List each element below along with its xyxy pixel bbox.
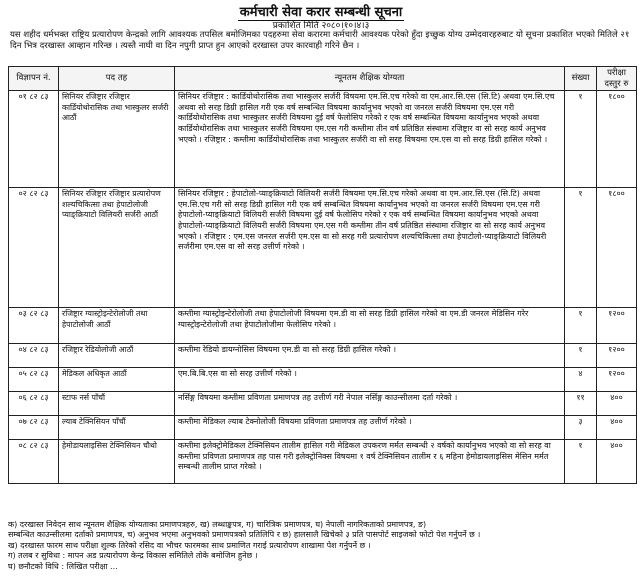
post-count: १ <box>565 440 597 484</box>
ad-number: ०८ ८२ ८३ <box>9 440 59 484</box>
qualification: नर्सिङ्ग विषयमा कम्तीमा प्रविणता प्रमाणपत्र तह उत्तीर्ण गरी नेपाल नर्सिङ्ग काउन्सीलमा दर्ता गरेको । <box>175 392 565 416</box>
qualification: सिनियर रजिष्ट्रार : हेपाटोलो-प्याङ्क्रियाटो विलियरी सर्जरी विषयमा एम.सि.एच गरेको अथवा वा एम.आर.सि.एस (सि.टि) अथवा एम.सि.एच गरी सो सरह डिग्री हासिल गरी एक वर्ष सम्बन्धित विषयमा कार्यानुभव भएको वा जनरल सर्जरी विषयमा एम.एस गरी हेपाटोलो-प्याङ्क्रियाटो विलियरी सर्जरी विषयमा दुई वर्ष फेलोसिप गरेको र एक वर्ष सम्बन्धित विषयमा कार्यानुभव भएको अथवा हेपाटोलो-प्याङ्क्रियाटो विलियरी सर्जरी विषयमा एम.एस गरी कम्तीमा तीन वर्ष प्रतिष्ठित संस्थामा रजिष्ट्रार वा सो सरह कार्य अनुभव भएको । रजिष्ट्रार : एम.एस जनरल सर्जरी एम.एस वा सो सरह गरी प्रत्यारोपण शल्यचिकित्सा तथा हेपाटोलो-प्याङ्क्रियाटो विलियरी सर्जरीमा एम.एस वा सो सरह उत्तीर्ण गरेको । <box>175 188 565 308</box>
notice-title: कर्मचारी सेवा करार सम्बन्धी सूचना <box>239 5 403 20</box>
qualification: सिनियर रजिष्ट्रार : कार्डियोथोरासिक तथा भास्कुलर सर्जरी विषयमा एम.सि.एच गरेको वा एम.आर.सि.एस (सि.टि) अथवा एम.सि.एच अथवा सो सरह डिग्री हासिल गरी एक वर्ष सम्बन्धित विषयमा कार्यानुभव भएको वा जनरल सर्जरी विषयमा एम.एस गरी कार्डियोथोरासिक तथा भास्कुलर सर्जरी विषयमा दुई वर्ष फेलोसिप गरेको र एक वर्ष सम्बन्धित विषयमा कार्यानुभव भएको अथवा कार्डियोथोरासिक तथा भास्कुलर सर्जरी विषयमा एम.एस गरी कम्तीमा तीन वर्ष प्रतिष्ठित संस्थामा रजिष्ट्रार वा सो सरह कार्य अनुभव भएको । रजिष्ट्रार : कम्तीमा कार्डियोथोरासिक तथा भास्कुलर सर्जरी वा सो सरह विषयमा एम.एस वा सो सरह डिग्री हासिल गरेको । <box>175 91 565 188</box>
exam-fee: १२०० <box>597 368 637 392</box>
table-header-row <box>9 67 637 91</box>
ad-number: ०५ ८२ ८३ <box>9 368 59 392</box>
header-post: पद तह <box>59 67 175 91</box>
post-name: रजिष्ट्रार रेडियोलोजी आठौं <box>59 344 175 368</box>
published-date: प्रकाशित मिति २०८०।१०।४।३ <box>272 21 370 31</box>
table-row <box>9 368 637 392</box>
post-count: ४ <box>565 368 597 392</box>
table-row <box>9 308 637 344</box>
qualification: कम्तीमा इलेक्ट्रोमेडिकल टेक्निसियन तालीम हासिल गरी मेडिकल उपकरण मर्मत सम्बन्धी २ वर्षको कार्यानुभव भएको वा सो सरह वा कम्तीमा प्रविणता प्रमाणपत्र तह पास गरी इलेक्ट्रोनिक्स विषयमा १ वर्ष टेक्निसियन तालीम र ६ महिना हेमोडायलाइसिस मेसिन मर्मत सम्बन्धी तालीम प्राप्त गरेको । <box>175 440 565 484</box>
header-count: संख्या <box>565 67 597 91</box>
post-name: सिनियर रजिष्ट्रार रजिष्ट्रार कार्डियोथोरासिक तथा भास्कुलर सर्जरी आठौं <box>59 91 175 188</box>
exam-fee: ४०० <box>597 392 637 416</box>
post-name: स्टाफ नर्स पाँचौं <box>59 392 175 416</box>
exam-fee: ४०० <box>597 440 637 484</box>
post-name: सिनियर रजिष्ट्रार रजिष्ट्रार प्रत्यारोपण शल्यचिकित्सा तथा हेपाटोलोजी प्याङ्क्रियाटो विलियरी सर्जरी आठौं <box>59 188 175 308</box>
ad-number: ०४ ८२ ८३ <box>9 344 59 368</box>
qualification: कम्तीमा रेडियो डायग्नोसिस विषयमा एम.डी वा सो सरह डिग्री हासिल गरेको । <box>175 344 565 368</box>
post-name: ल्याब टेक्निसियन पाँचौं <box>59 416 175 440</box>
exam-fee: १८०० <box>597 188 637 308</box>
post-count: १ <box>565 188 597 308</box>
note-line: सम्बन्धित काउन्सीलमा दर्ताको प्रमाणपत्र, च) अनुभव भएमा अनुभवको प्रमाणपत्रको प्रतिलिपि र छ) हालसालै खिचेको ३ प्रति पासपोर्ट साइजको फोटो पेश गर्नुपर्ने छ । <box>8 530 481 540</box>
qualification: एम.बि.बि.एस वा सो सरह उत्तीर्ण गरेको । <box>175 368 565 392</box>
post-count: १ <box>565 308 597 344</box>
post-name: मेडिकल अधिकृत आठौं <box>59 368 175 392</box>
note-line: घ) छनौटको विधि : लिखित परीक्षा ... <box>8 561 118 571</box>
header-ad-no: विज्ञापन नं. <box>9 67 59 91</box>
table-row <box>9 188 637 308</box>
vacancy-table <box>8 66 637 484</box>
ad-number: ०३ ८२ ८३ <box>9 308 59 344</box>
exam-fee: १२०० <box>597 308 637 344</box>
table-row <box>9 440 637 484</box>
exam-fee: ४०० <box>597 416 637 440</box>
ad-number: ०६ ८२ ८३ <box>9 392 59 416</box>
post-count: ३ <box>565 416 597 440</box>
intro-paragraph: यस शहीद धर्मभक्त राष्ट्रिय प्रत्यारोपण केन्द्रको लागि आवश्यक तपसिल बमोजिमका पदहरुमा सेवा करारमा कर्मचारी आवश्यक परेको हुँदा इच्छुक योग्य उम्मेदवारहरुबाट यो सूचना प्रकाशित भएको मितिले २१ दिन भित्र दरखास्त आव्हान गरिन्छ । त्यस्तै नाघी वा दिन नपुगी प्राप्त हुन आएको दरखास्त उपर कारवाही गरिने छैन । <box>10 30 630 51</box>
qualification: कम्तीमा ग्यास्ट्रोइन्टेरोलोजी तथा हेपाटोलोजी विषयमा एम.डी वा सो सरह डिग्री हासिल गरेको वा एम.डी जनरल मेडिसिन गरेर ग्यास्ट्रोइन्टेरोलोजी तथा हेपाटोलोजीमा फेलोसिप गरेको । <box>175 308 565 344</box>
notes-section <box>8 520 638 572</box>
ad-number: ०१ ८२ ८३ <box>9 91 59 188</box>
table-row <box>9 344 637 368</box>
post-count: १ <box>565 344 597 368</box>
post-name: हेमोडायलाइसिस टेक्निसियन चौथो <box>59 440 175 484</box>
ad-number: ०७ ८२ ८३ <box>9 416 59 440</box>
ad-number: ०२ ८२ ८३ <box>9 188 59 308</box>
exam-fee: १२०० <box>597 344 637 368</box>
qualification: कम्तीमा मेडिकल ल्याब टेक्नोलोजी विषयमा प्रविणता प्रमाणपत्र तह उत्तीर्ण गरेको । <box>175 416 565 440</box>
table-row <box>9 392 637 416</box>
table-row <box>9 91 637 188</box>
note-line: ग) तलब र सुविधा : मापन अड प्रत्यारोपण केन्द्र विकास समितिले तोके बमोजिम हुनेछ । <box>8 551 258 561</box>
exam-fee: १८०० <box>597 91 637 188</box>
note-line: ख) दरखास्त फारम साथ परीक्षा शुल्क तिरेको रसिद वा भौचर फारमका साथ प्रमाणित गराई प्रत्यारोपण शाखामा पेश गर्नुपर्ने छ । <box>8 540 371 550</box>
table-row <box>9 416 637 440</box>
note-line: क) दरखास्त निवेदन साथ न्यूनतम शैक्षिक योग्यताका प्रमाणपत्रहरु, ख) लब्धाङ्कपत्र, ग) चारित्रिक प्रमाणपत्र, घ) नेपाली नागरिकताको प्रमाणपत्र, ङ) <box>8 520 427 529</box>
header-qualification: न्यूनतम शैक्षिक योग्यता <box>175 67 565 91</box>
post-name: रजिष्ट्रार ग्यास्ट्रोइन्टेरोलोजी तथा हेपाटोलोजी आठौं <box>59 308 175 344</box>
post-count: ११ <box>565 392 597 416</box>
post-count: १ <box>565 91 597 188</box>
header-fee: परीक्षा दस्तुर रु <box>597 67 637 91</box>
